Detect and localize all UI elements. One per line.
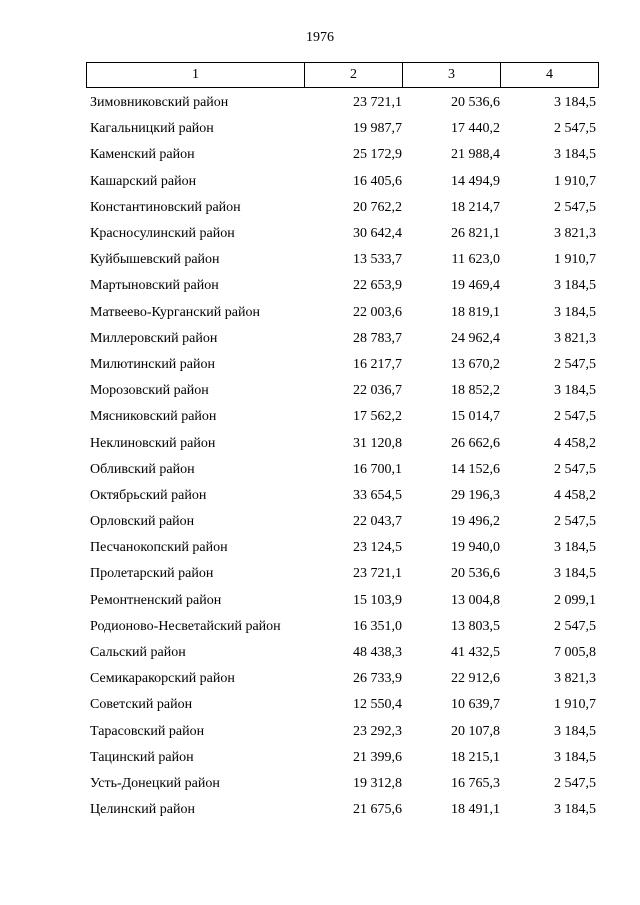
value-column-4: 2 547,5 — [554, 409, 596, 425]
value-column-4: 2 547,5 — [554, 121, 596, 137]
value-column-4: 2 099,1 — [554, 592, 596, 608]
value-column-4: 3 184,5 — [554, 147, 596, 163]
value-column-3: 13 670,2 — [451, 356, 500, 372]
table-row — [86, 666, 600, 692]
district-name: Неклиновский район — [90, 435, 216, 451]
value-column-2: 33 654,5 — [353, 487, 402, 503]
table-row — [86, 614, 600, 640]
value-column-3: 21 988,4 — [451, 147, 500, 163]
value-column-2: 16 351,0 — [353, 618, 402, 634]
value-column-4: 4 458,2 — [554, 487, 596, 503]
district-name: Советский район — [90, 697, 193, 713]
value-column-2: 23 292,3 — [353, 723, 402, 739]
value-column-2: 19 987,7 — [353, 121, 402, 137]
value-column-2: 17 562,2 — [353, 409, 402, 425]
district-name: Ремонтненский район — [90, 592, 222, 608]
district-name: Зимовниковский район — [90, 95, 229, 111]
value-column-3: 16 765,3 — [451, 775, 500, 791]
district-name: Милютинский район — [90, 356, 216, 372]
district-name: Кашарский район — [90, 173, 197, 189]
value-column-4: 2 547,5 — [554, 461, 596, 477]
value-column-3: 26 662,6 — [451, 435, 500, 451]
value-column-3: 18 214,7 — [451, 199, 500, 215]
value-column-4: 3 821,3 — [554, 671, 596, 687]
table-row — [86, 116, 600, 142]
value-column-2: 28 783,7 — [353, 330, 402, 346]
value-column-3: 14 152,6 — [451, 461, 500, 477]
table-row — [86, 300, 600, 326]
value-column-2: 25 172,9 — [353, 147, 402, 163]
value-column-2: 19 312,8 — [353, 775, 402, 791]
table-row — [86, 195, 600, 221]
value-column-2: 23 124,5 — [353, 540, 402, 556]
table-row — [86, 771, 600, 797]
district-name: Морозовский район — [90, 383, 209, 399]
value-column-3: 17 440,2 — [451, 121, 500, 137]
table-row — [86, 745, 600, 771]
value-column-3: 20 536,6 — [451, 95, 500, 111]
value-column-3: 11 623,0 — [451, 252, 500, 268]
district-name: Матвеево-Курганский район — [90, 304, 260, 320]
value-column-4: 2 547,5 — [554, 514, 596, 530]
table-row — [86, 378, 600, 404]
value-column-3: 14 494,9 — [451, 173, 500, 189]
table-row — [86, 352, 600, 378]
district-name: Целинский район — [90, 802, 195, 818]
value-column-2: 23 721,1 — [353, 566, 402, 582]
table-row — [86, 273, 600, 299]
value-column-4: 2 547,5 — [554, 356, 596, 372]
value-column-3: 41 432,5 — [451, 645, 500, 661]
value-column-3: 22 912,6 — [451, 671, 500, 687]
value-column-3: 19 940,0 — [451, 540, 500, 556]
district-name: Обливский район — [90, 461, 195, 477]
value-column-2: 23 721,1 — [353, 95, 402, 111]
value-column-3: 20 536,6 — [451, 566, 500, 582]
value-column-2: 13 533,7 — [353, 252, 402, 268]
district-name: Кагальницкий район — [90, 121, 214, 137]
value-column-4: 4 458,2 — [554, 435, 596, 451]
value-column-2: 48 438,3 — [353, 645, 402, 661]
value-column-3: 29 196,3 — [451, 487, 500, 503]
value-column-2: 22 653,9 — [353, 278, 402, 294]
district-name: Миллеровский район — [90, 330, 218, 346]
district-name: Тарасовский район — [90, 723, 205, 739]
value-column-3: 18 215,1 — [451, 749, 500, 765]
table-row — [86, 430, 600, 456]
value-column-2: 22 003,6 — [353, 304, 402, 320]
value-column-2: 16 405,6 — [353, 173, 402, 189]
value-column-3: 10 639,7 — [451, 697, 500, 713]
district-name: Мартыновский район — [90, 278, 219, 294]
district-name: Октябрьский район — [90, 487, 207, 503]
value-column-2: 21 399,6 — [353, 749, 402, 765]
table-row — [86, 90, 600, 116]
district-name: Каменский район — [90, 147, 195, 163]
value-column-4: 3 184,5 — [554, 566, 596, 582]
value-column-2: 26 733,9 — [353, 671, 402, 687]
value-column-4: 3 184,5 — [554, 802, 596, 818]
column-header-3: 3 — [403, 63, 501, 88]
column-header-1: 1 — [87, 63, 305, 88]
value-column-4: 1 910,7 — [554, 252, 596, 268]
district-name: Мясниковский район — [90, 409, 217, 425]
value-column-3: 13 004,8 — [451, 592, 500, 608]
district-name: Тацинский район — [90, 749, 194, 765]
district-name: Семикаракорский район — [90, 671, 235, 687]
page-number: 1976 — [306, 30, 334, 45]
value-column-4: 3 184,5 — [554, 749, 596, 765]
value-column-3: 20 107,8 — [451, 723, 500, 739]
district-name: Красносулинский район — [90, 226, 235, 242]
value-column-4: 3 184,5 — [554, 723, 596, 739]
table-row — [86, 561, 600, 587]
district-name: Куйбышевский район — [90, 252, 220, 268]
value-column-3: 19 469,4 — [451, 278, 500, 294]
table-row — [86, 692, 600, 718]
column-header-2: 2 — [305, 63, 403, 88]
district-name: Родионово-Несветайский район — [90, 618, 281, 634]
value-column-3: 13 803,5 — [451, 618, 500, 634]
value-column-2: 21 675,6 — [353, 802, 402, 818]
table-row — [86, 326, 600, 352]
district-name: Константиновский район — [90, 199, 241, 215]
value-column-3: 18 852,2 — [451, 383, 500, 399]
value-column-2: 31 120,8 — [353, 435, 402, 451]
value-column-2: 20 762,2 — [353, 199, 402, 215]
table-body — [86, 90, 600, 823]
table-row — [86, 640, 600, 666]
value-column-4: 2 547,5 — [554, 199, 596, 215]
value-column-4: 1 910,7 — [554, 697, 596, 713]
table-row — [86, 509, 600, 535]
value-column-3: 15 014,7 — [451, 409, 500, 425]
value-column-2: 22 036,7 — [353, 383, 402, 399]
table-row — [86, 221, 600, 247]
table-row — [86, 457, 600, 483]
value-column-4: 3 821,3 — [554, 226, 596, 242]
value-column-4: 3 821,3 — [554, 330, 596, 346]
value-column-4: 3 184,5 — [554, 540, 596, 556]
table-row — [86, 483, 600, 509]
table-row — [86, 247, 600, 273]
value-column-3: 26 821,1 — [451, 226, 500, 242]
value-column-4: 1 910,7 — [554, 173, 596, 189]
value-column-4: 7 005,8 — [554, 645, 596, 661]
value-column-4: 3 184,5 — [554, 304, 596, 320]
district-name: Орловский район — [90, 514, 195, 530]
table-row — [86, 797, 600, 823]
table-row — [86, 535, 600, 561]
district-name: Сальский район — [90, 645, 186, 661]
value-column-4: 3 184,5 — [554, 278, 596, 294]
value-column-2: 16 217,7 — [353, 356, 402, 372]
column-header-row — [87, 63, 599, 88]
district-name: Пролетарский район — [90, 566, 214, 582]
table-row — [86, 142, 600, 168]
district-name: Песчанокопский район — [90, 540, 228, 556]
value-column-3: 18 819,1 — [451, 304, 500, 320]
column-header-4: 4 — [501, 63, 599, 88]
value-column-2: 16 700,1 — [353, 461, 402, 477]
value-column-3: 18 491,1 — [451, 802, 500, 818]
value-column-4: 3 184,5 — [554, 383, 596, 399]
value-column-3: 19 496,2 — [451, 514, 500, 530]
table-row — [86, 719, 600, 745]
value-column-2: 30 642,4 — [353, 226, 402, 242]
value-column-4: 2 547,5 — [554, 618, 596, 634]
value-column-2: 12 550,4 — [353, 697, 402, 713]
table-row — [86, 169, 600, 195]
value-column-3: 24 962,4 — [451, 330, 500, 346]
column-header-table — [86, 62, 599, 88]
value-column-2: 15 103,9 — [353, 592, 402, 608]
value-column-2: 22 043,7 — [353, 514, 402, 530]
value-column-4: 3 184,5 — [554, 95, 596, 111]
district-name: Усть-Донецкий район — [90, 775, 220, 791]
table-row — [86, 588, 600, 614]
value-column-4: 2 547,5 — [554, 775, 596, 791]
table-row — [86, 404, 600, 430]
